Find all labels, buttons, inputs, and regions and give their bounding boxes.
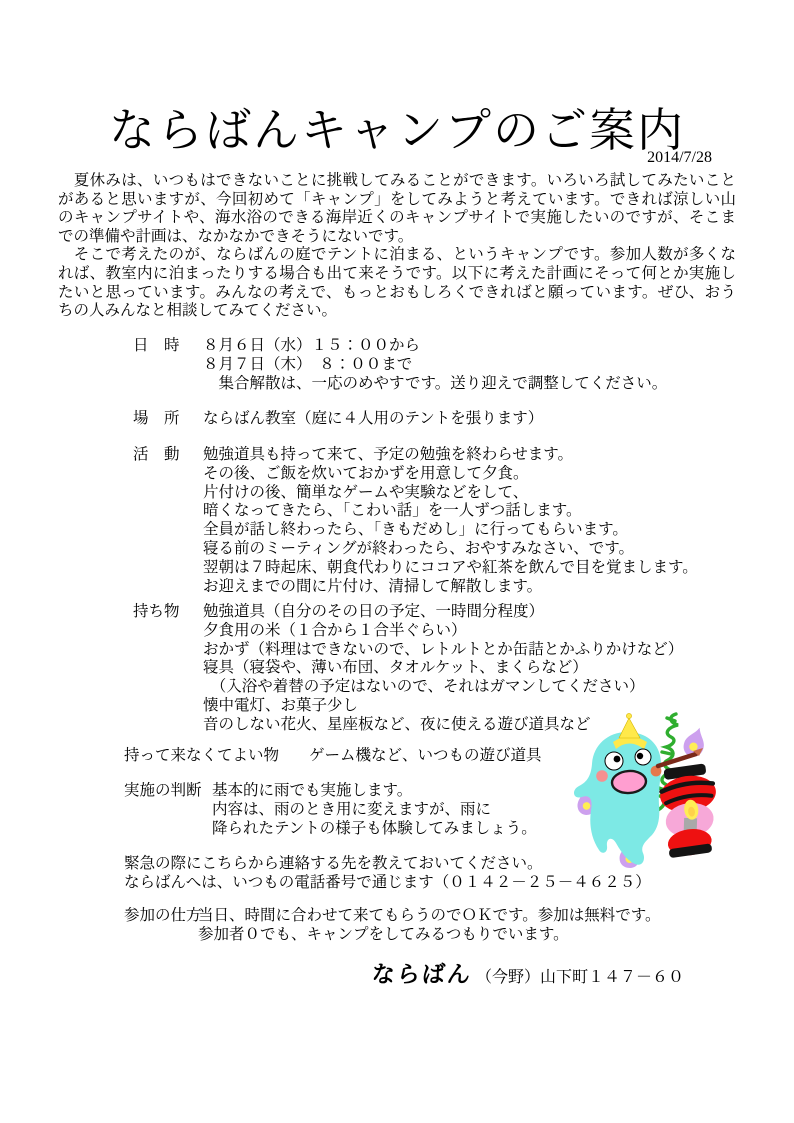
schedule-label: 日 時 — [133, 337, 180, 354]
place-label: 場 所 — [133, 410, 180, 427]
emergency-line: ならばんへは、いつもの電話番号で通じます（０１４２－２５－４６２５） — [124, 873, 651, 891]
emergency-line: 緊急の際にこちらから連絡する先を教えておいてください。 — [124, 855, 543, 872]
activity-line: 暗くなってきたら、「こわい話」を一人ずつ話します。 — [203, 502, 582, 520]
page-title: ならばんキャンプのご案内 — [109, 104, 685, 156]
item-line: 勉強道具（自分のその日の予定、一時間分程度） — [203, 603, 545, 620]
schedule-content — [203, 337, 667, 393]
participation-label: 参加の仕方 — [124, 907, 202, 924]
intro-paragraphs — [58, 172, 736, 321]
not-needed-label: 持って来なくてよい物 — [124, 747, 280, 764]
schedule-line: ８月６日（水）１５：００から — [203, 337, 421, 354]
item-line: 寝具（寝袋や、薄い布団、タオルケット、まくらなど） — [203, 659, 588, 677]
item-line: 懐中電灯、お菓子少し — [203, 696, 359, 714]
activities-content — [203, 446, 698, 596]
participation-line: 当日、時間に合わせて来てもらうのでＯＫです。参加は無料です。 — [198, 907, 661, 924]
section-participation — [124, 907, 661, 945]
intro-paragraph-1: 夏休みは、いつもはできないことに挑戦してみることができます。いろいろ試してみたいことがあると思いますが、今回初めて「キャンプ」をしてみようと考えています。できれば涼しい山のキャンプサイトや、海水浴のできる海岸近くのキャンプサイトで実施したいのですが、そこまでの準備や計画は、なかなかできそうにないです。 — [58, 172, 736, 245]
schedule-line: ８月７日（木） ８：００まで — [203, 355, 413, 373]
activities-label: 活 動 — [133, 446, 180, 463]
activity-line: 片付けの後、簡単なゲームや実験などをして、 — [203, 483, 529, 501]
intro-paragraph-2: そこで考えたのが、ならばんの庭でテントに泊まる、というキャンプです。参加人数が多くなれば、教室内に泊まったりする場合も出て来そうです。以下に考えた計画にそって何とか実施したいと思っています。みんなの考えで、もっとおもしろくできればと願っています。ぜひ、おうちの人みんなと相談してみてください。 — [58, 246, 736, 320]
ghost-cheek-left — [596, 770, 608, 782]
activity-line: 寝る前のミーティングが終わったら、おやすみなさい、です。 — [203, 539, 635, 557]
activity-line: お迎えまでの間に片付け、清掃して解散します。 — [203, 577, 543, 595]
paper-lantern-icon — [656, 748, 724, 858]
ghost-icon — [574, 713, 661, 864]
ghost-with-lantern-clipart — [563, 708, 768, 878]
document-date: 2014/7/28 — [647, 149, 712, 166]
items-label: 持ち物 — [133, 603, 180, 620]
item-line: 夕食用の米（１合から１合半ぐらい） — [203, 621, 467, 639]
section-activities — [133, 446, 698, 596]
activity-line: その後、ご飯を炊いておかずを用意して夕食。 — [203, 464, 529, 482]
decision-label: 実施の判断 — [124, 782, 202, 799]
decision-line: 降られたテントの様子も体験してみましょう。 — [212, 819, 537, 837]
decision-line: 内容は、雨のとき用に変えますが、雨に — [212, 800, 492, 818]
participation-content — [198, 907, 661, 945]
signature-name: ならばん — [370, 961, 473, 987]
section-not-needed — [124, 747, 542, 766]
section-decision — [124, 782, 537, 838]
signature-address: （今野）山下町１４７－６０ — [476, 969, 685, 986]
item-line: 音のしない花火、星座板など、夜に使える遊び道具など — [203, 715, 591, 733]
not-needed-text: ゲーム機など、いつもの遊び道具 — [309, 747, 542, 764]
place-text: ならばん教室（庭に４人用のテントを張ります） — [203, 410, 544, 427]
signature — [372, 956, 684, 989]
activity-line: 勉強道具も持って来て、予定の勉強を終わらせます。 — [203, 446, 573, 463]
decision-line: 基本的に雨でも実施します。 — [212, 782, 413, 799]
item-line: おかず（料理はできないので、レトルトとか缶詰とかふりかけなど） — [203, 640, 684, 658]
activity-line: 翌朝は７時起床、朝食代わりにココアや紅茶を飲んで目を覚まします。 — [203, 558, 698, 576]
item-line: （入浴や着替の予定はないので、それはガマンしてください） — [203, 678, 645, 696]
participation-line: 参加者０でも、キャンプをしてみるつもりでいます。 — [198, 925, 569, 943]
decision-content — [212, 782, 537, 838]
activity-line: 全員が話し終わったら、「きもだめし」に行ってもらいます。 — [203, 521, 628, 539]
section-schedule — [133, 337, 667, 393]
schedule-line: 集合解散は、一応のめやすです。送り迎えで調整してください。 — [203, 374, 668, 392]
section-place — [133, 410, 543, 429]
